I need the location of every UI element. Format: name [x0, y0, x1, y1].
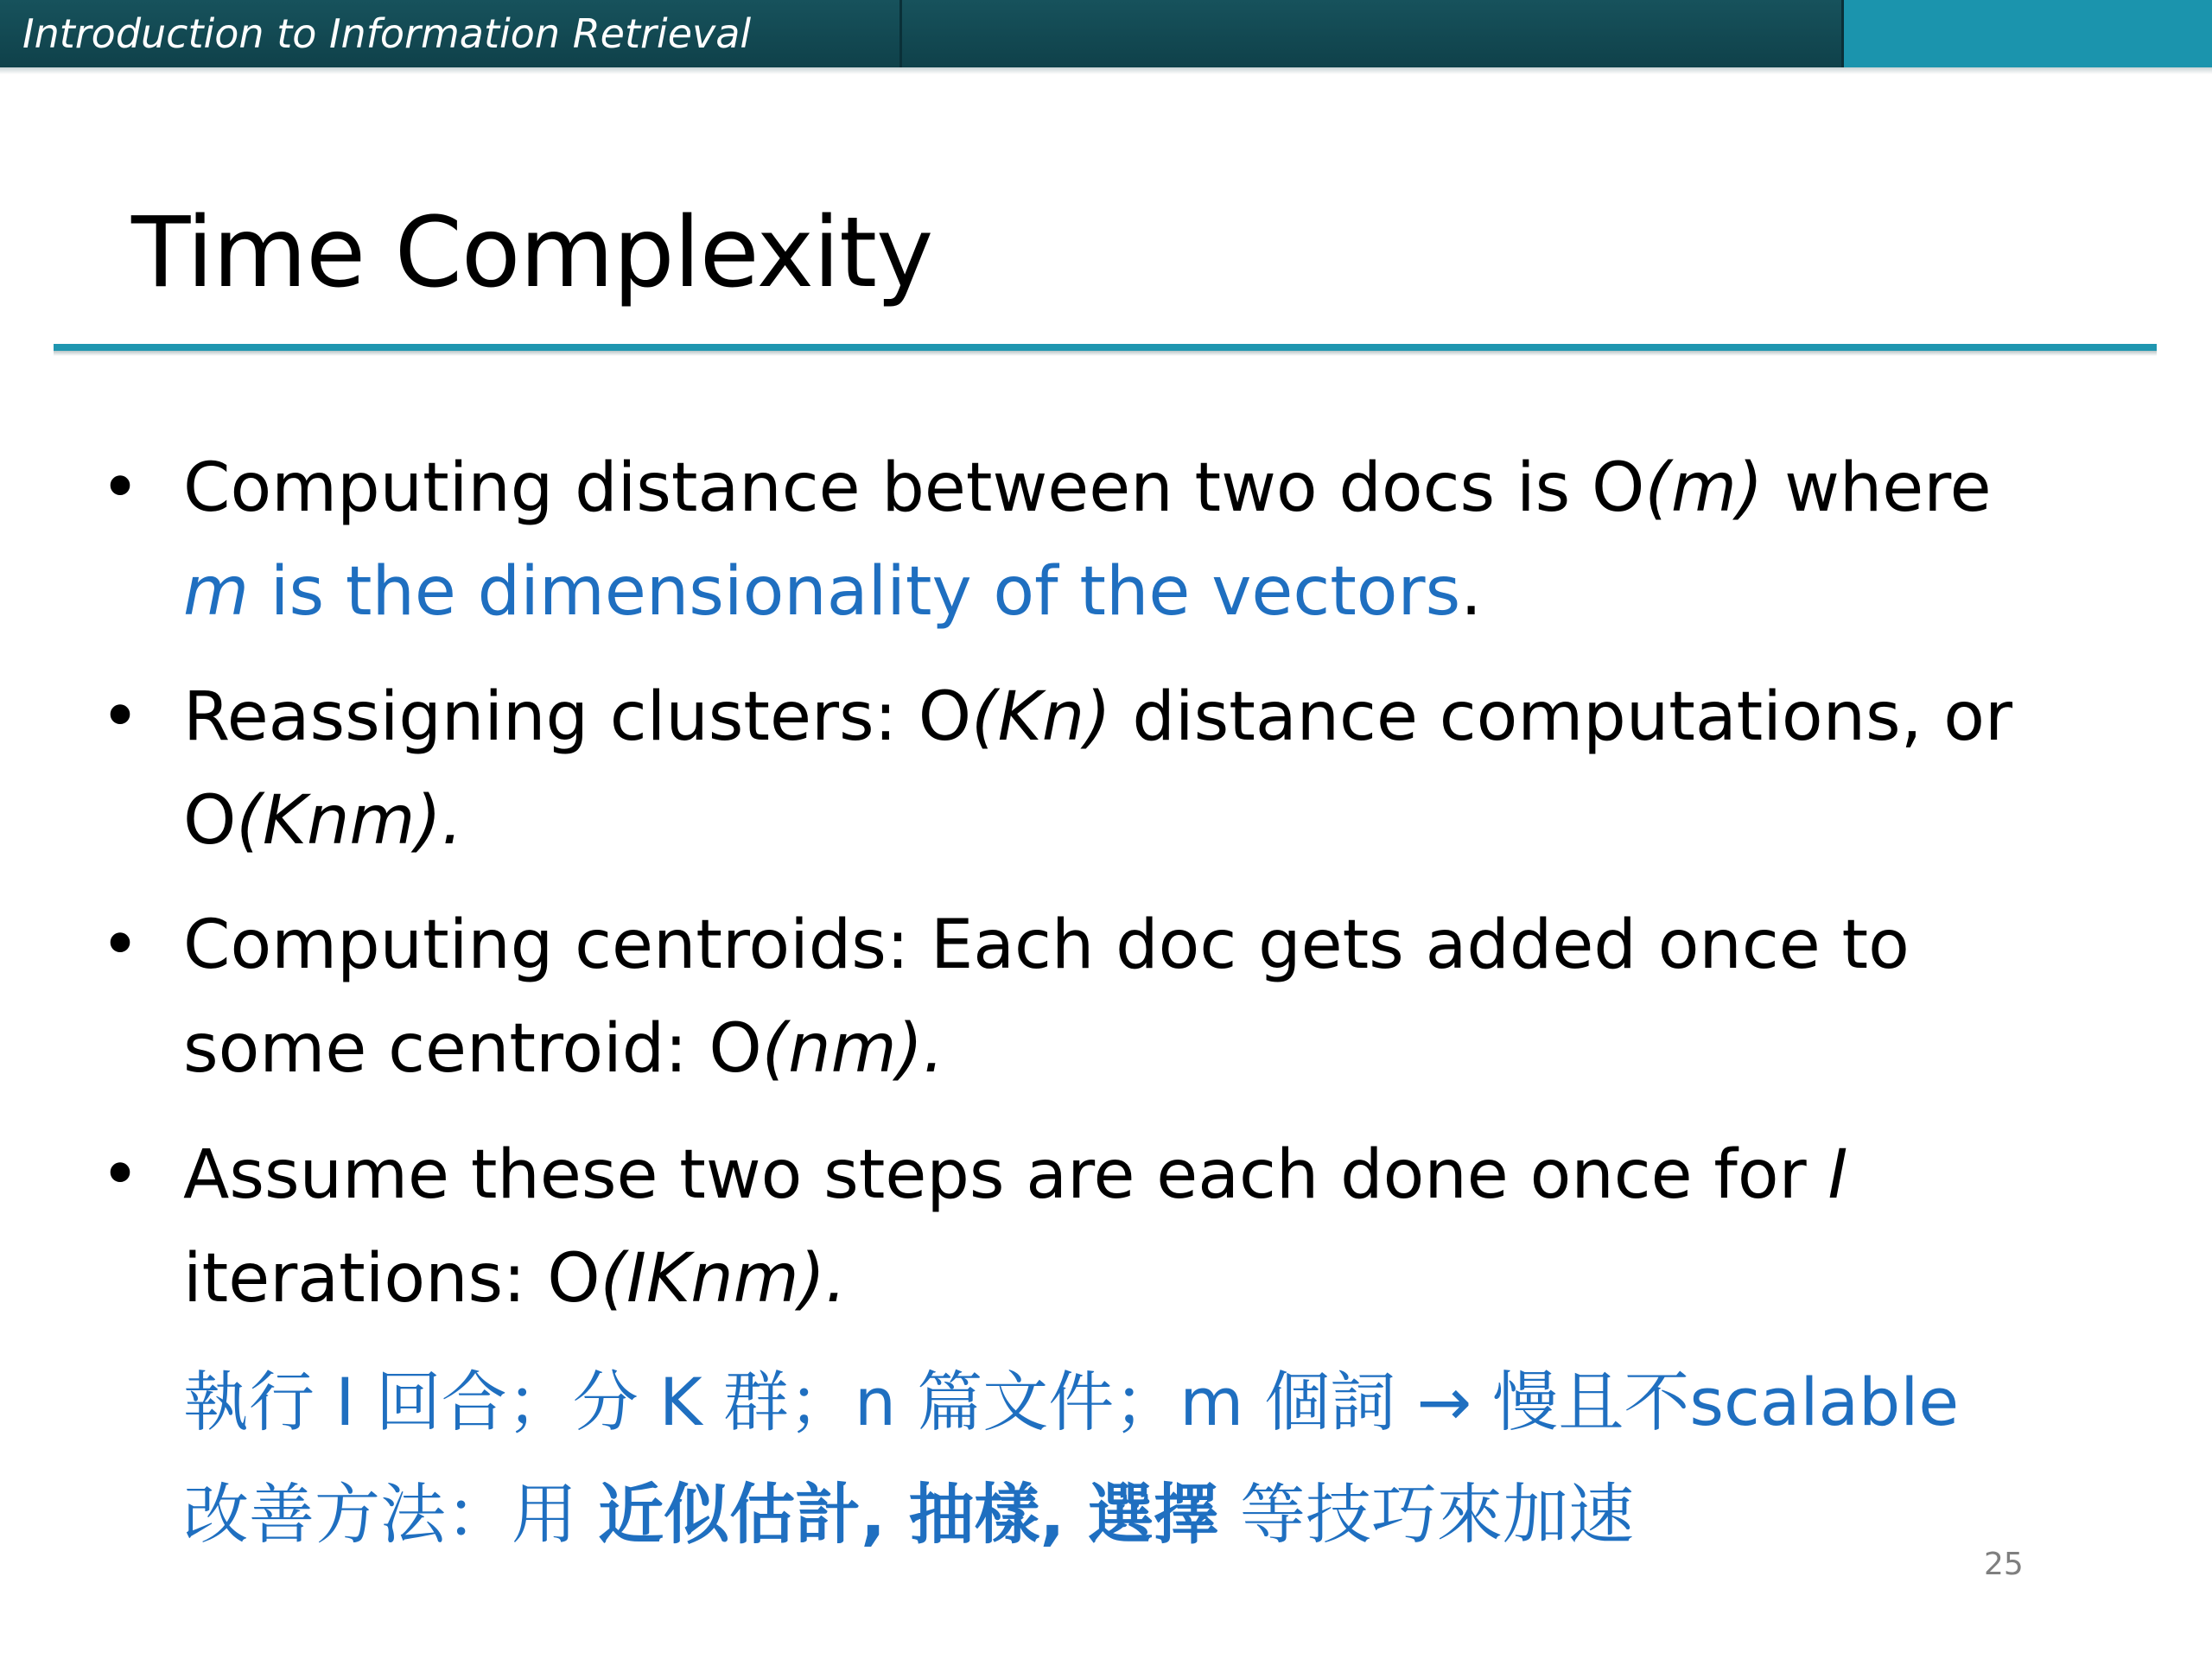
- header-mid-segment: [902, 0, 1844, 67]
- bullet-math: (Kn): [971, 678, 1111, 756]
- bullet-text: Computing distance between two docs is O: [183, 449, 1645, 527]
- bullet-math: I: [1827, 1136, 1848, 1214]
- bullet-item-centroids: [100, 893, 2127, 1101]
- bullet-line: [183, 1123, 2127, 1227]
- note-text: 等技巧來加速: [1218, 1476, 1635, 1553]
- bullet-text: where: [1763, 449, 1992, 527]
- bullet-math: (nm).: [761, 1010, 944, 1088]
- note-text: 改善方法：用: [183, 1476, 599, 1553]
- bullet-text: O: [183, 782, 237, 860]
- bullet-dot-icon: •: [100, 906, 141, 984]
- bullet-line: [183, 540, 2127, 644]
- bullet-dot-icon: •: [100, 1136, 141, 1214]
- bullet-math-highlight: m: [183, 553, 249, 631]
- bullet-line: [183, 893, 2127, 997]
- bullet-line: [183, 665, 2127, 769]
- slide-title: Time Complexity: [131, 197, 933, 309]
- note-line-improvement: [183, 1459, 2127, 1571]
- title-rule: [54, 344, 2157, 351]
- header-bar: [0, 0, 2212, 67]
- bullet-math: (IKnm).: [600, 1240, 847, 1318]
- bullet-line: [183, 997, 2127, 1101]
- bullet-item-reassigning: [100, 665, 2127, 873]
- bullet-text: some centroid: O: [183, 1010, 762, 1088]
- bullet-dot-icon: •: [100, 678, 141, 756]
- header-dark-segment: [0, 0, 902, 67]
- bullet-text: Assume these two steps are each done once for: [183, 1136, 1828, 1214]
- header-shadow: [0, 67, 2212, 74]
- bullet-line: [183, 1227, 2127, 1331]
- note-text-bold: 近似估計, 抽樣, 選擇: [598, 1476, 1219, 1553]
- bullet-text: iterations: O: [183, 1240, 601, 1318]
- bullet-math: (m): [1644, 449, 1764, 527]
- bullet-math: (Knm).: [236, 782, 463, 860]
- bullet-text: distance computations, or: [1110, 678, 2013, 756]
- bullet-dot-icon: •: [100, 449, 141, 527]
- header-teal-segment: [1844, 0, 2212, 67]
- bullet-text: .: [1460, 553, 1483, 631]
- bullet-text: Computing centroids: Each doc gets added once to: [183, 906, 1910, 984]
- page-number: 25: [1984, 1547, 2024, 1582]
- bullet-text-highlight: is the dimensionality of the vectors: [248, 553, 1461, 631]
- bullet-line: [183, 436, 2127, 540]
- bullet-line: [183, 769, 2127, 873]
- course-title: Introduction to Information Retrieval: [22, 10, 752, 57]
- bullet-item-distance: [100, 436, 2127, 644]
- note-line-complexity: 執行 I 回合；分 K 群；n 篇文件；m 個詞 → 慢且不scalable: [183, 1363, 1960, 1440]
- bullet-item-iterations: [100, 1123, 2127, 1331]
- title-rule-shadow: [54, 351, 2157, 356]
- bullet-text: Reassigning clusters: O: [183, 678, 972, 756]
